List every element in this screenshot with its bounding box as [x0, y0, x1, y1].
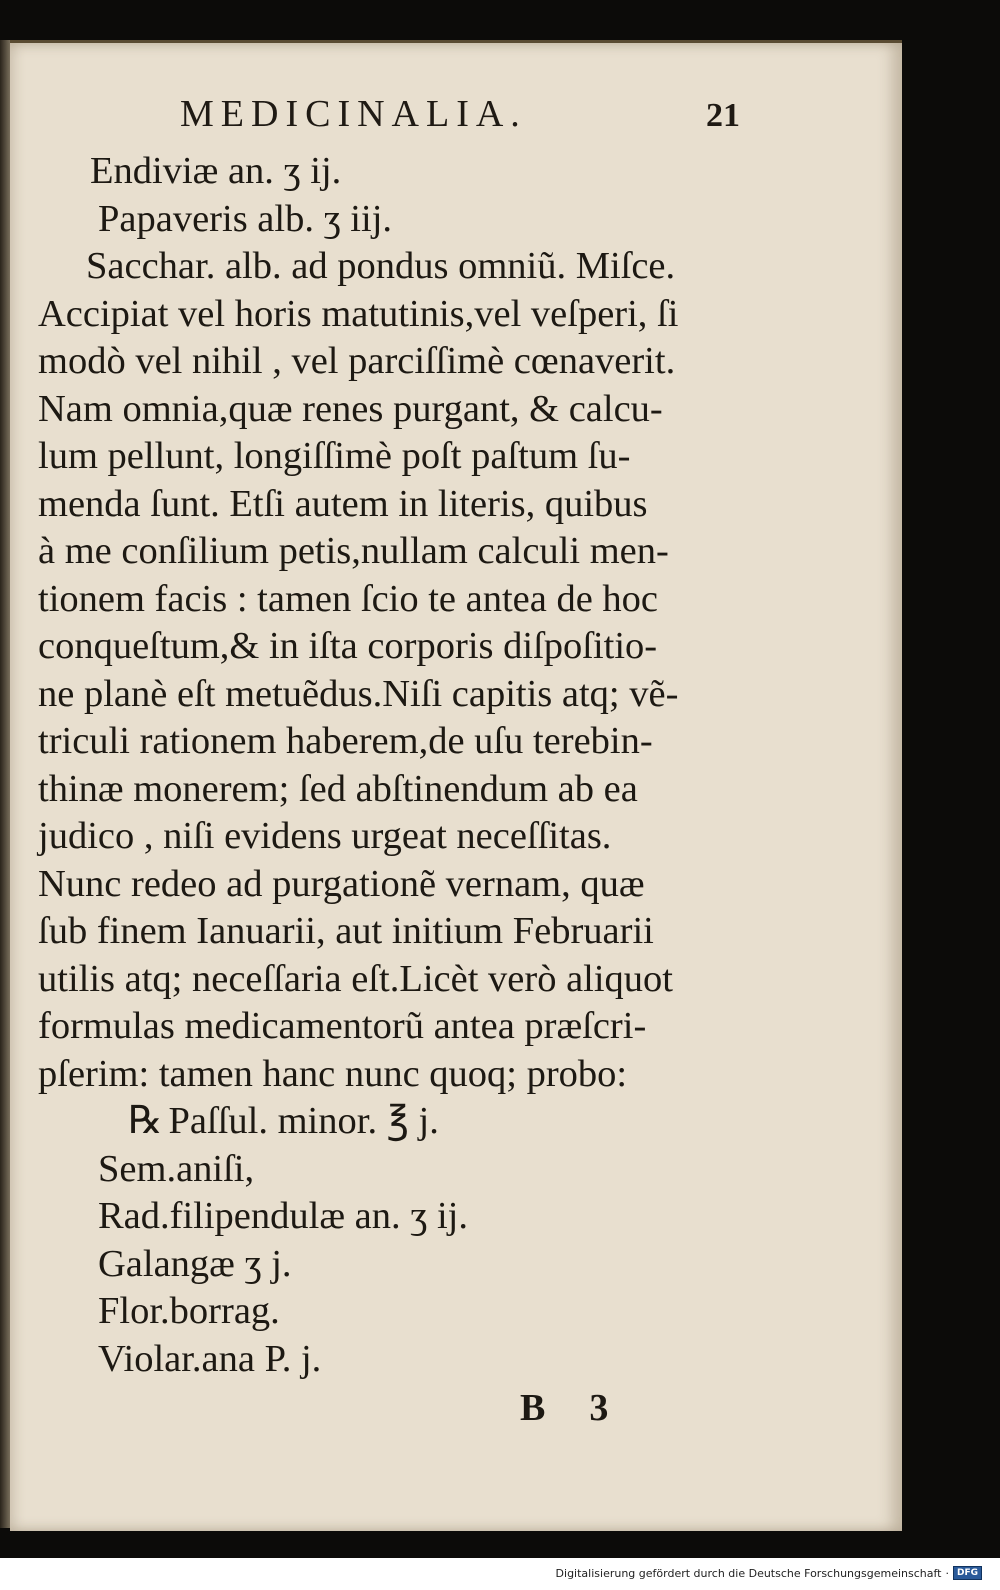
text-line: judico , niſi evidens urgeat neceſſitas.: [38, 815, 612, 857]
recipe-first-line: [38, 1098, 758, 1146]
text-line: ſub finem Ianuarii, aut initium Februarii: [38, 910, 654, 952]
recipe-item: Violar.ana P. j.: [98, 1337, 322, 1380]
signature-letter: B: [520, 1387, 546, 1429]
recipe-symbol: ℞: [128, 1100, 163, 1142]
text-line: conqueſtum,& in iſta corporis diſpoſitio-: [38, 625, 658, 667]
text-line: pſerim: tamen hanc nunc quoq; probo:: [38, 1052, 628, 1095]
text-line: Nunc redeo ad purgationẽ vernam, quæ: [38, 862, 645, 905]
text-line: Sacchar. alb. ad pondus omniũ. Miſce.: [86, 245, 676, 287]
recipe-item: Galangæ ʒ j.: [98, 1242, 292, 1285]
footer-text: Digitalisierung gefördert durch die Deutsche Forschungsgemeinschaft: [555, 1566, 942, 1580]
recipe-item: Flor.borrag.: [98, 1290, 280, 1332]
text-line: Nam omnia,quæ renes purgant, & calcu-: [38, 387, 663, 430]
text-line: ne planè eſt metuẽdus.Niſi capitis atq; vẽ-: [38, 672, 679, 715]
page-number: 21: [706, 97, 740, 134]
text-line: Accipiat vel horis matutinis,vel veſperi, ſi: [38, 292, 679, 335]
text-line: formulas medicamentorũ antea præſcri-: [38, 1005, 647, 1047]
footer-credit: Digitalisierung gefördert durch die Deutsche Forschungsgemeinschaft · DFG: [556, 1566, 982, 1580]
text-line: Papaveris alb. ʒ iij.: [98, 197, 393, 240]
text-line: à me conſilium petis,nullam calculi men-: [38, 530, 669, 572]
text-line: Endiviæ an. ʒ ij.: [90, 150, 342, 192]
text-line: tionem facis : tamen ſcio te antea de hoc: [38, 577, 659, 620]
recipe-item: Sem.aniſi,: [98, 1147, 255, 1190]
text-line: triculi rationem haberem,de uſu terebin-: [38, 720, 653, 762]
text-line: thinæ monerem; ſed abſtinendum ab ea: [38, 767, 638, 810]
signature-number: 3: [589, 1387, 609, 1429]
text-line: utilis atq; neceſſaria eſt.Licèt verò aliquot: [38, 957, 674, 1000]
text-line: modò vel nihil , vel parciſſimè cœnaverit.: [38, 340, 676, 382]
signature-mark: [520, 1386, 608, 1430]
text-line: lum pellunt, longiſſimè poſt paſtum ſu-: [38, 435, 631, 477]
body-text: [38, 148, 758, 1383]
dfg-logo-icon: DFG: [953, 1566, 982, 1580]
recipe-first-item: Paſſul. minor. ℥ j.: [168, 1100, 439, 1142]
page-header: [180, 92, 740, 136]
text-line: menda ſunt. Etſi autem in literis, quibus: [38, 482, 648, 525]
recipe-item: Rad.filipendulæ an. ʒ ij.: [98, 1195, 468, 1237]
running-title: MEDICINALIA.: [180, 93, 527, 135]
